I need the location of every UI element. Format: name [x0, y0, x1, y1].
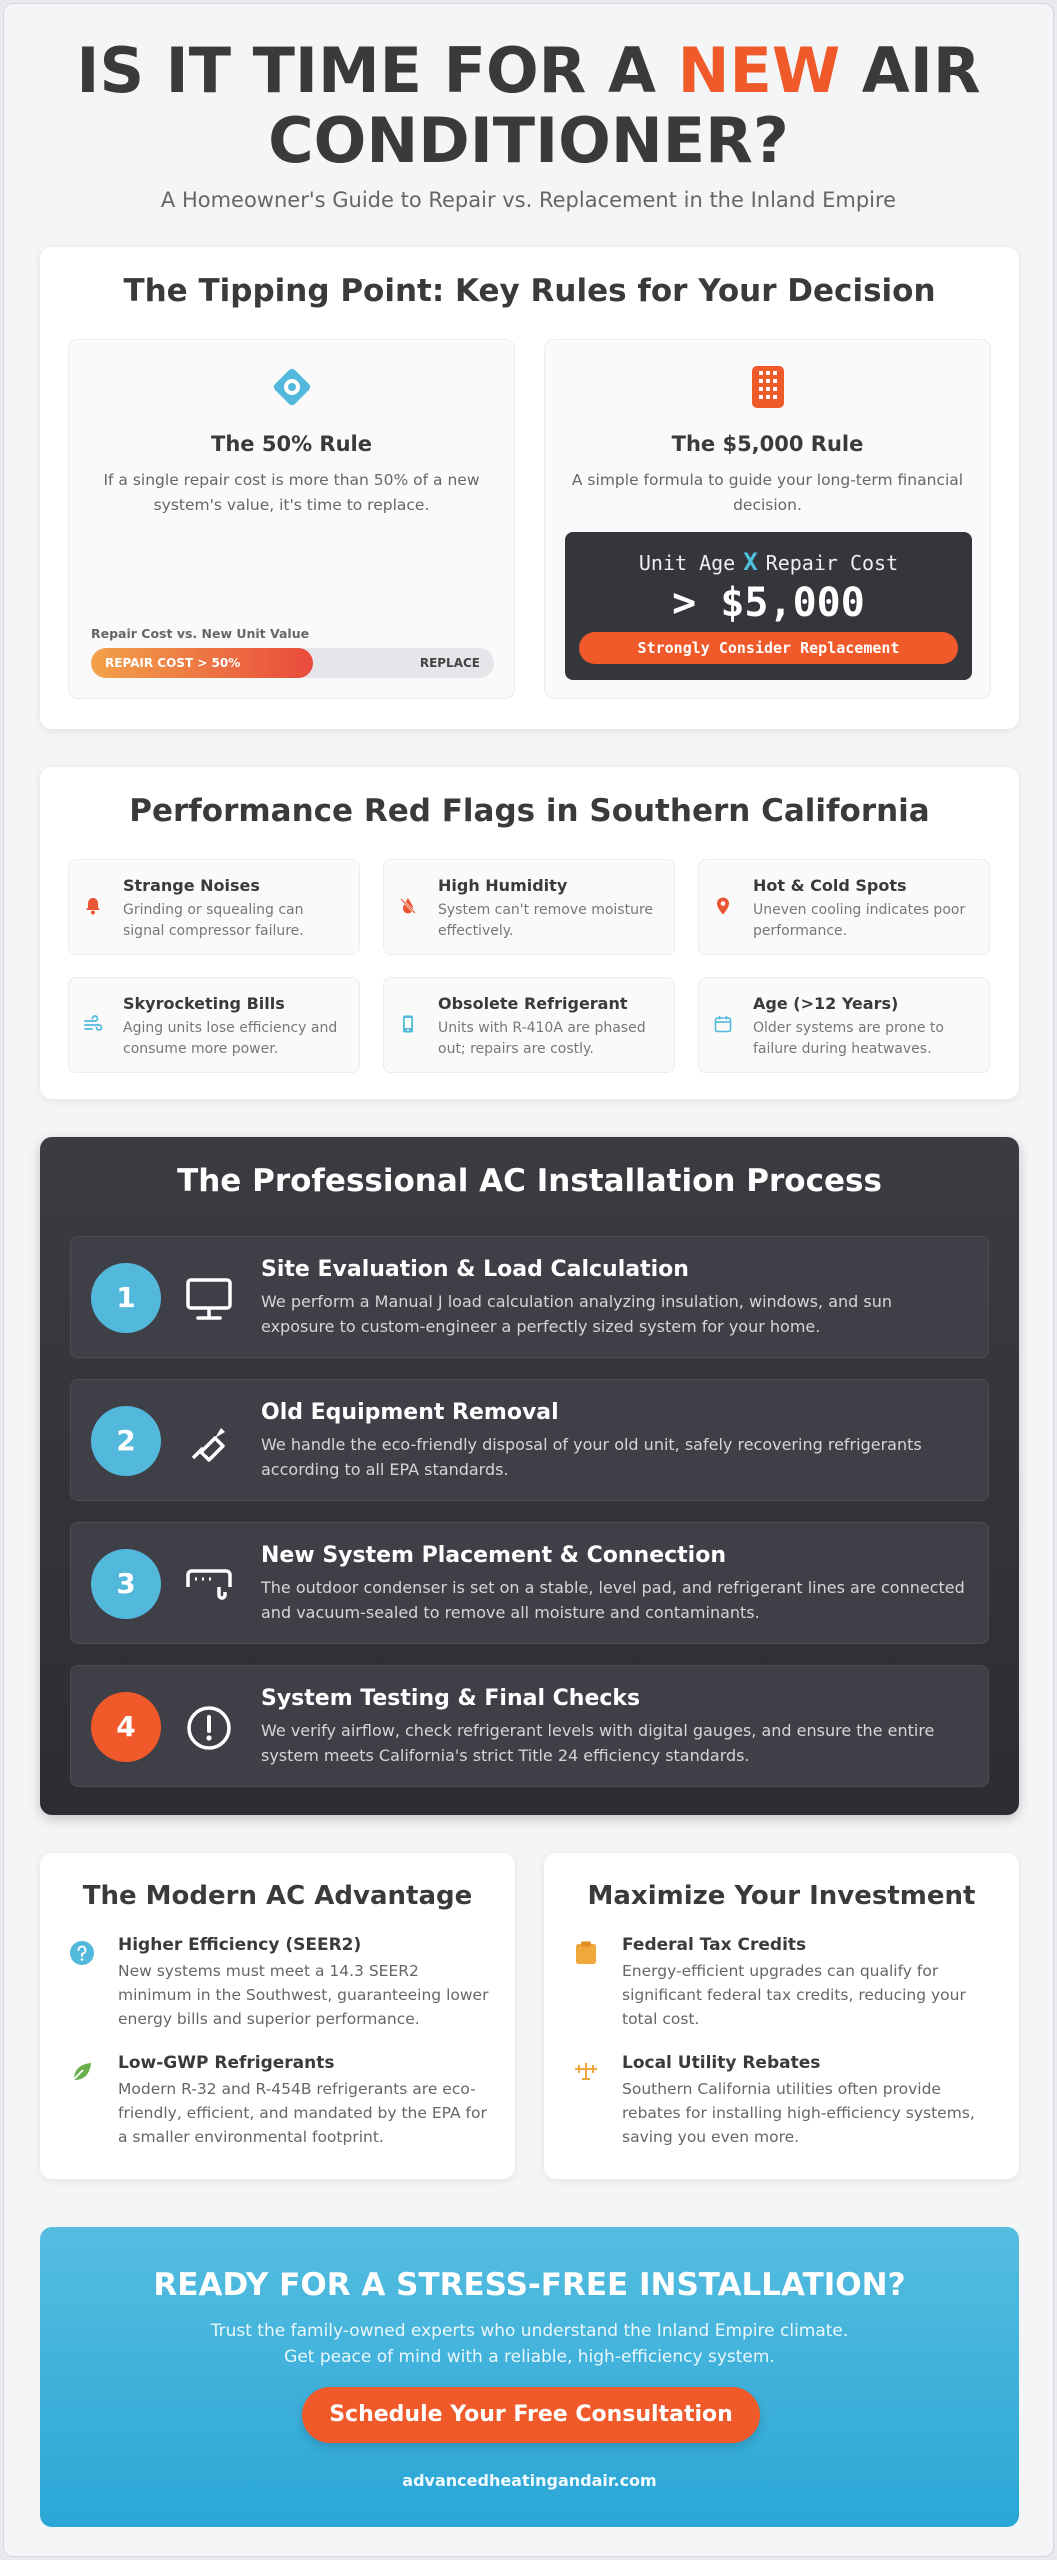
step-text: We verify airflow, check refrigerant levels with digital gauges, and ensure the entire system meets California's strict Title 24 efficiency standards. [261, 1721, 935, 1765]
modern-ac-advantage-card [40, 1853, 515, 2179]
repair-cost-bar-fill [91, 648, 313, 678]
step-number: 3 [91, 1549, 161, 1619]
monitor-icon [183, 1273, 235, 1325]
item-text: Grinding or squealing can signal compressor failure. [123, 902, 304, 939]
formula-line: Unit Age X Repair Cost [638, 548, 899, 576]
step-number: 2 [91, 1406, 161, 1476]
step-number: 1 [91, 1263, 161, 1333]
fifty-percent-rule [68, 339, 515, 699]
bar-end-label: REPLACE [419, 656, 480, 670]
page-title: IS IT TIME FOR A NEW AIR CONDITIONER? [76, 34, 981, 177]
cta-title: READY FOR A STRESS-FREE INSTALLATION? [153, 2267, 906, 2303]
red-flags-title: Performance Red Flags in Southern California [129, 793, 930, 829]
infographic-page [3, 3, 1054, 2557]
step-title: New System Placement & Connection [261, 1543, 726, 1568]
item-title: Higher Efficiency (SEER2) [118, 1935, 362, 1955]
wind-icon [83, 1014, 103, 1034]
item-text: New systems must meet a 14.3 SEER2 minimum in the Southwest, guaranteeing lower energy bills and superior performance. [118, 1962, 489, 2028]
calculator-icon [743, 362, 793, 412]
cta-text-line-1: Trust the family-owned experts who understand the Inland Empire climate. [210, 2321, 849, 2341]
installation-process-card [40, 1137, 1019, 1815]
flag-item [698, 977, 990, 1073]
website-link[interactable]: advancedheatingandair.com [402, 2471, 657, 2490]
calendar-icon [713, 1014, 733, 1034]
tipping-point-title: The Tipping Point: Key Rules for Your Decision [123, 273, 936, 309]
cta-text-line-2: Get peace of mind with a reliable, high-efficiency system. [284, 2347, 775, 2367]
item-title: Strange Noises [123, 876, 260, 895]
item-text: Uneven cooling indicates poor performance. [753, 902, 966, 939]
item-text: Units with R-410A are phased out; repairs are costly. [438, 1020, 646, 1057]
repair-cost-bar [91, 648, 494, 678]
step-text: We perform a Manual J load calculation analyzing insulation, windows, and sun exposure to custom-engineer a perfectly sized system for your home. [261, 1292, 892, 1336]
invest-title: Maximize Your Investment [587, 1881, 976, 1911]
leaf-icon [68, 2057, 96, 2085]
item-title: High Humidity [438, 876, 568, 895]
process-title: The Professional AC Installation Process [177, 1163, 882, 1199]
rule-text: A simple formula to guide your long-term financial decision. [571, 471, 964, 514]
item-text: Southern California utilities often provide rebates for installing high-efficiency systems, saving you even more. [622, 2080, 975, 2146]
bar-fill-label: REPAIR COST > 50% [105, 656, 241, 670]
formula-advice-pill: Strongly Consider Replacement [579, 632, 958, 664]
step-title: Site Evaluation & Load Calculation [261, 1257, 689, 1282]
item-title: Hot & Cold Spots [753, 876, 907, 895]
item-title: Federal Tax Credits [622, 1935, 807, 1955]
cta-section [40, 2227, 1019, 2527]
no-moisture-icon [398, 896, 418, 916]
step-text: We handle the eco-friendly disposal of your old unit, safely recovering refrigerants according to all EPA standards. [261, 1435, 922, 1479]
item-title: Low-GWP Refrigerants [118, 2053, 335, 2073]
clipboard-icon [572, 1939, 600, 1967]
schedule-consultation-button[interactable]: Schedule Your Free Consultation [302, 2387, 760, 2443]
removal-tool-icon [183, 1416, 235, 1468]
step-number: 4 [91, 1692, 161, 1762]
process-step [70, 1665, 989, 1787]
bell-icon [83, 896, 103, 916]
item-text: Modern R-32 and R-454B refrigerants are eco-friendly, efficient, and mandated by the EPA for a smaller environmental footprint. [118, 2080, 487, 2146]
item-text: Energy-efficient upgrades can qualify for significant federal tax credits, reducing your total cost. [622, 1962, 966, 2028]
exclamation-circle-icon [183, 1702, 235, 1754]
item-text: System can't remove moisture effectively. [438, 902, 654, 939]
power-line-icon [572, 2057, 600, 2085]
flag-item [383, 859, 675, 955]
advantage-title: The Modern AC Advantage [82, 1881, 473, 1911]
rule-title: The 50% Rule [211, 432, 372, 456]
question-circle-icon [68, 1939, 96, 1967]
step-text: The outdoor condenser is set on a stable, level pad, and refrigerant lines are connected and vacuum-sealed to remove all moisture and contaminants. [261, 1578, 965, 1622]
rule-title: The $5,000 Rule [671, 432, 864, 456]
item-title: Age (>12 Years) [753, 994, 899, 1013]
five-thousand-rule [544, 339, 991, 699]
location-pin-icon [713, 896, 733, 916]
flag-item [68, 859, 360, 955]
flag-item [383, 977, 675, 1073]
item-text: Older systems are prone to failure during heatwaves. [753, 1020, 944, 1057]
flag-item [698, 859, 990, 955]
process-step [70, 1522, 989, 1644]
process-step [70, 1379, 989, 1501]
item-title: Skyrocketing Bills [123, 994, 285, 1013]
step-title: Old Equipment Removal [261, 1400, 559, 1425]
formula-box [565, 532, 972, 680]
maximize-investment-card [544, 1853, 1019, 2179]
bar-label: Repair Cost vs. New Unit Value [91, 626, 310, 641]
ac-unit-icon [183, 1559, 235, 1611]
target-diamond-icon [267, 362, 317, 412]
page-subtitle: A Homeowner's Guide to Repair vs. Replacement in the Inland Empire [160, 188, 897, 212]
formula-result: > $5,000 [672, 580, 865, 626]
item-title: Obsolete Refrigerant [438, 994, 628, 1013]
title-accent: NEW [677, 34, 841, 107]
rule-text: If a single repair cost is more than 50% of a new system's value, it's time to replace. [103, 471, 480, 514]
tipping-point-card [40, 247, 1019, 729]
flag-item [68, 977, 360, 1073]
item-text: Aging units lose efficiency and consume more power. [123, 1020, 338, 1057]
step-title: System Testing & Final Checks [261, 1686, 641, 1711]
item-title: Local Utility Rebates [622, 2053, 821, 2073]
header [4, 36, 1053, 212]
phone-icon [398, 1014, 418, 1034]
red-flags-card [40, 767, 1019, 1099]
process-step [70, 1236, 989, 1358]
